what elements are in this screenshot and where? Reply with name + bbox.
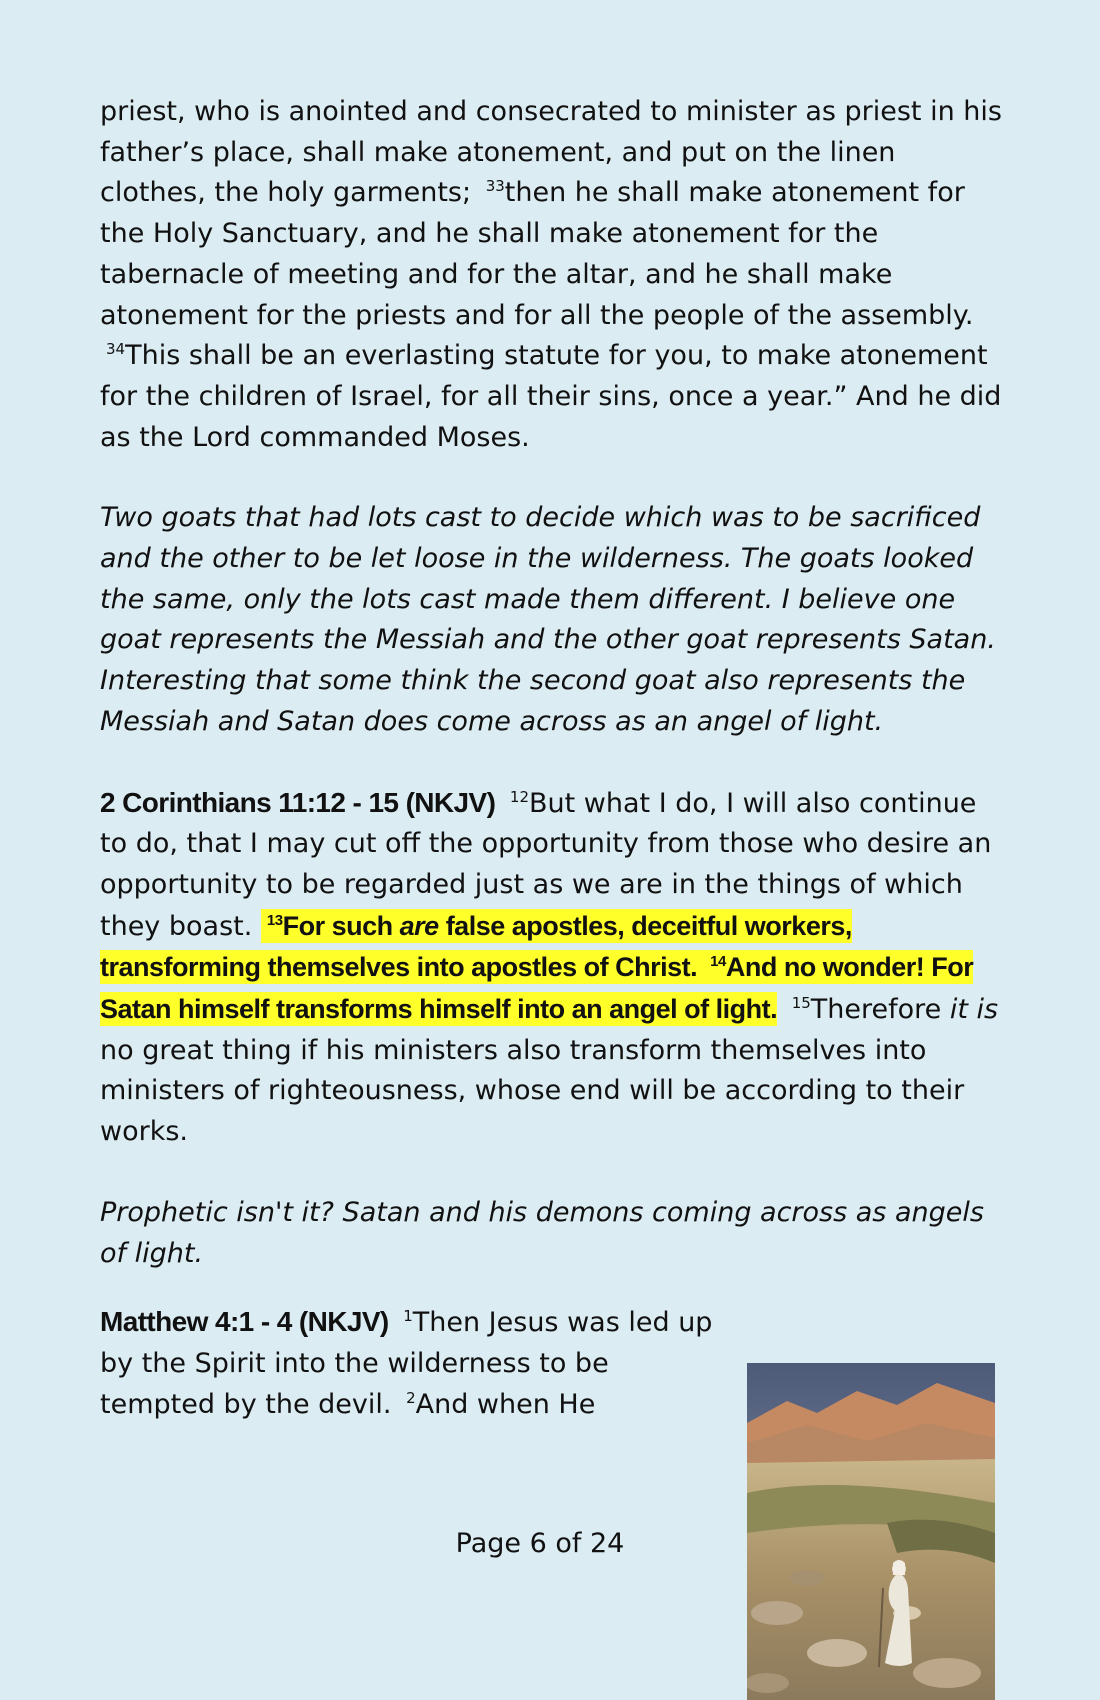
commentary-prophetic: Prophetic isn't it? Satan and his demons coming across as angels of light. — [100, 1196, 984, 1269]
page-number: Page 6 of 24 — [455, 1528, 625, 1559]
painting-jesus-in-wilderness-icon — [747, 1363, 995, 1700]
leviticus-passage — [100, 92, 1005, 458]
corinthians-reference: 2 Corinthians 11:12 - 15 (NKJV) — [100, 786, 496, 818]
verse-number-2: 2 — [406, 1388, 416, 1407]
matthew-reference: Matthew 4:1 - 4 (NKJV) — [100, 1306, 389, 1338]
verse-number-15: 15 — [791, 994, 811, 1013]
verse-2-start: And when He — [415, 1388, 596, 1420]
verse-13-are: are — [399, 910, 439, 941]
verse-14: And no wonder! For Satan himself transforms himself into an angel of light. — [100, 952, 974, 1025]
corinthians-passage — [100, 783, 1005, 1153]
verse-13-end: false apostles, deceitful workers, transforming themselves into apostles of Christ. — [100, 910, 852, 983]
verse-15-start: Therefore — [810, 994, 942, 1026]
verse-15-end: no great thing if his ministers also transform themselves into ministers of righteousness, whose end will be according to their works. — [100, 1034, 965, 1148]
verse-number-12: 12 — [509, 787, 529, 806]
verse-32-end: priest, who is anointed and consecrated to minister as priest in his father’s place, shall make atonement, and put on the linen clothes, the holy garments; — [100, 96, 1002, 209]
verse-number-33: 33 — [485, 177, 505, 196]
verse-number-34: 34 — [106, 340, 126, 359]
verse-34: This shall be an everlasting statute for you, to make atonement for the children of Israel, for all their sins, once a year.” And he did as the Lord commanded Moses. — [100, 340, 1002, 453]
verse-15-it-is: it is — [949, 994, 999, 1026]
verse-number-1: 1 — [403, 1307, 413, 1326]
page-content — [100, 92, 1005, 1425]
commentary-goats: Two goats that had lots cast to decide which was to be sacrificed and the other to be let loose in the wilderness. The goats looked the same, only the lots cast made them different. I believe one goat represents the Messiah and the other goat represents Satan. Interesting that some think the second goat also represents the Messiah and Satan does come across as an angel of light. — [100, 502, 996, 737]
verse-12: But what I do, I will also continue to do, that I may cut off the opportunity from those who desire an opportunity to be regarded just as we are in the things of which they boast. — [100, 787, 992, 942]
verse-33: then he shall make atonement for the Holy Sanctuary, and he shall make atonement for the tabernacle of meeting and for the altar, and he shall make atonement for the priests and for all the people of the assembly. — [100, 177, 974, 331]
verse-number-13: 13 — [266, 911, 283, 929]
verse-number-14: 14 — [710, 953, 726, 971]
matthew-passage — [100, 1302, 720, 1425]
verse-1: Then Jesus was led up by the Spirit into the wilderness to be tempted by the devil. — [100, 1307, 713, 1420]
verse-13-start: For such — [282, 910, 393, 941]
